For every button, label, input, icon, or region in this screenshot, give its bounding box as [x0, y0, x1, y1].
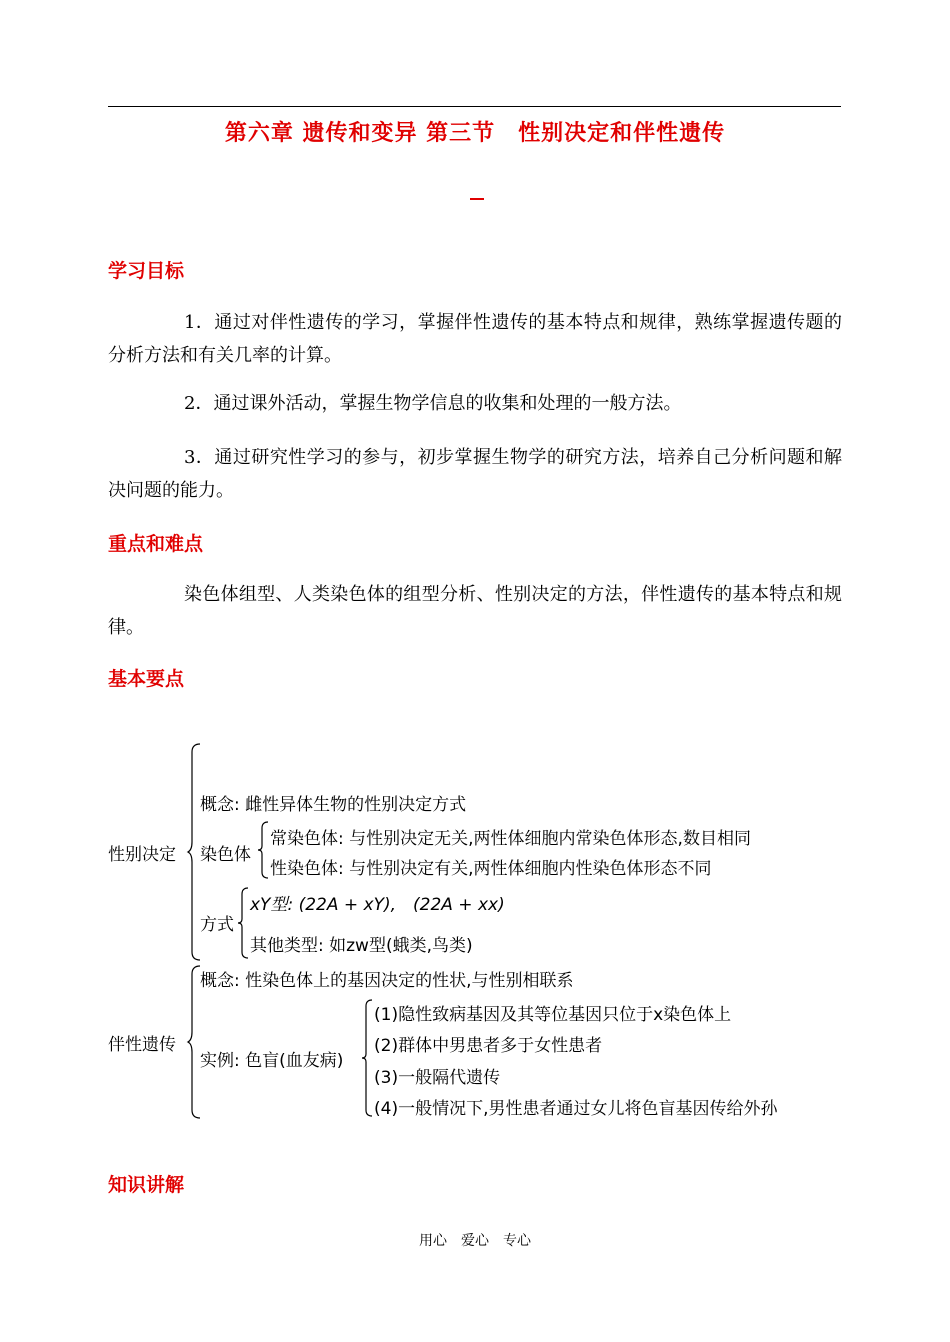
- method-label: 方式: [200, 915, 234, 935]
- goal-item: 3．通过研究性学习的参与，初步掌握生物学的研究方法，培养自己分析问题和解决问题的能力。: [108, 447, 842, 501]
- example-point: (2)群体中男患者多于女性患者: [374, 1036, 603, 1056]
- example-point: (4)一般情况下,男性患者通过女儿将色盲基因传给外孙: [374, 1099, 778, 1119]
- goal-item: 1．通过对伴性遗传的学习，掌握伴性遗传的基本特点和规律，熟练掌握遗传题的分析方法和有关几率的计算。: [108, 312, 842, 366]
- xy-type-text: xY型: (22A + xY), (22A + xx): [250, 895, 505, 915]
- method-brace: [238, 888, 250, 958]
- sex-linked-concept: 概念: 性染色体上的基因决定的性状,与性别相联系: [200, 971, 574, 991]
- autosome-text: 常染色体: 与性别决定无关,两性体细胞内常染色体形态,数目相同: [270, 829, 751, 849]
- key-points-text: 染色体组型、人类染色体的组型分析、性别决定的方法，伴性遗传的基本特点和规律。: [108, 584, 842, 638]
- other-types-text: 其他类型: 如zw型(蛾类,鸟类): [250, 936, 473, 956]
- sex-determination-label: 性别决定: [108, 845, 176, 865]
- example-brace: [362, 1000, 374, 1116]
- goal-item: 2．通过课外活动，掌握生物学信息的收集和处理的一般方法。: [184, 393, 682, 414]
- sex-chromosome-text: 性染色体: 与性别决定有关,两性体细胞内性染色体形态不同: [270, 859, 712, 879]
- chromosome-label: 染色体: [200, 845, 251, 865]
- example-point: (3)一般隔代遗传: [374, 1068, 501, 1088]
- sex-linked-label: 伴性遗传: [108, 1035, 176, 1055]
- key-points-heading: 重点和难点: [108, 533, 204, 555]
- knowledge-heading: 知识讲解: [108, 1174, 185, 1196]
- header-rule: [108, 106, 841, 107]
- sex-determination-concept: 概念: 雌性异体生物的性别决定方式: [200, 795, 467, 815]
- page-title: 第六章 遗传和变异 第三节 性别决定和伴性遗传: [224, 121, 726, 146]
- example-label: 实例: 色盲(血友病): [200, 1051, 344, 1071]
- goals-heading: 学习目标: [108, 260, 185, 282]
- example-point: (1)隐性致病基因及其等位基因只位于x染色体上: [374, 1005, 732, 1025]
- title-dash: [470, 198, 484, 200]
- essentials-heading: 基本要点: [108, 668, 185, 690]
- page-footer: 用心 爱心 专心: [419, 1233, 531, 1249]
- chromosome-brace: [258, 822, 270, 878]
